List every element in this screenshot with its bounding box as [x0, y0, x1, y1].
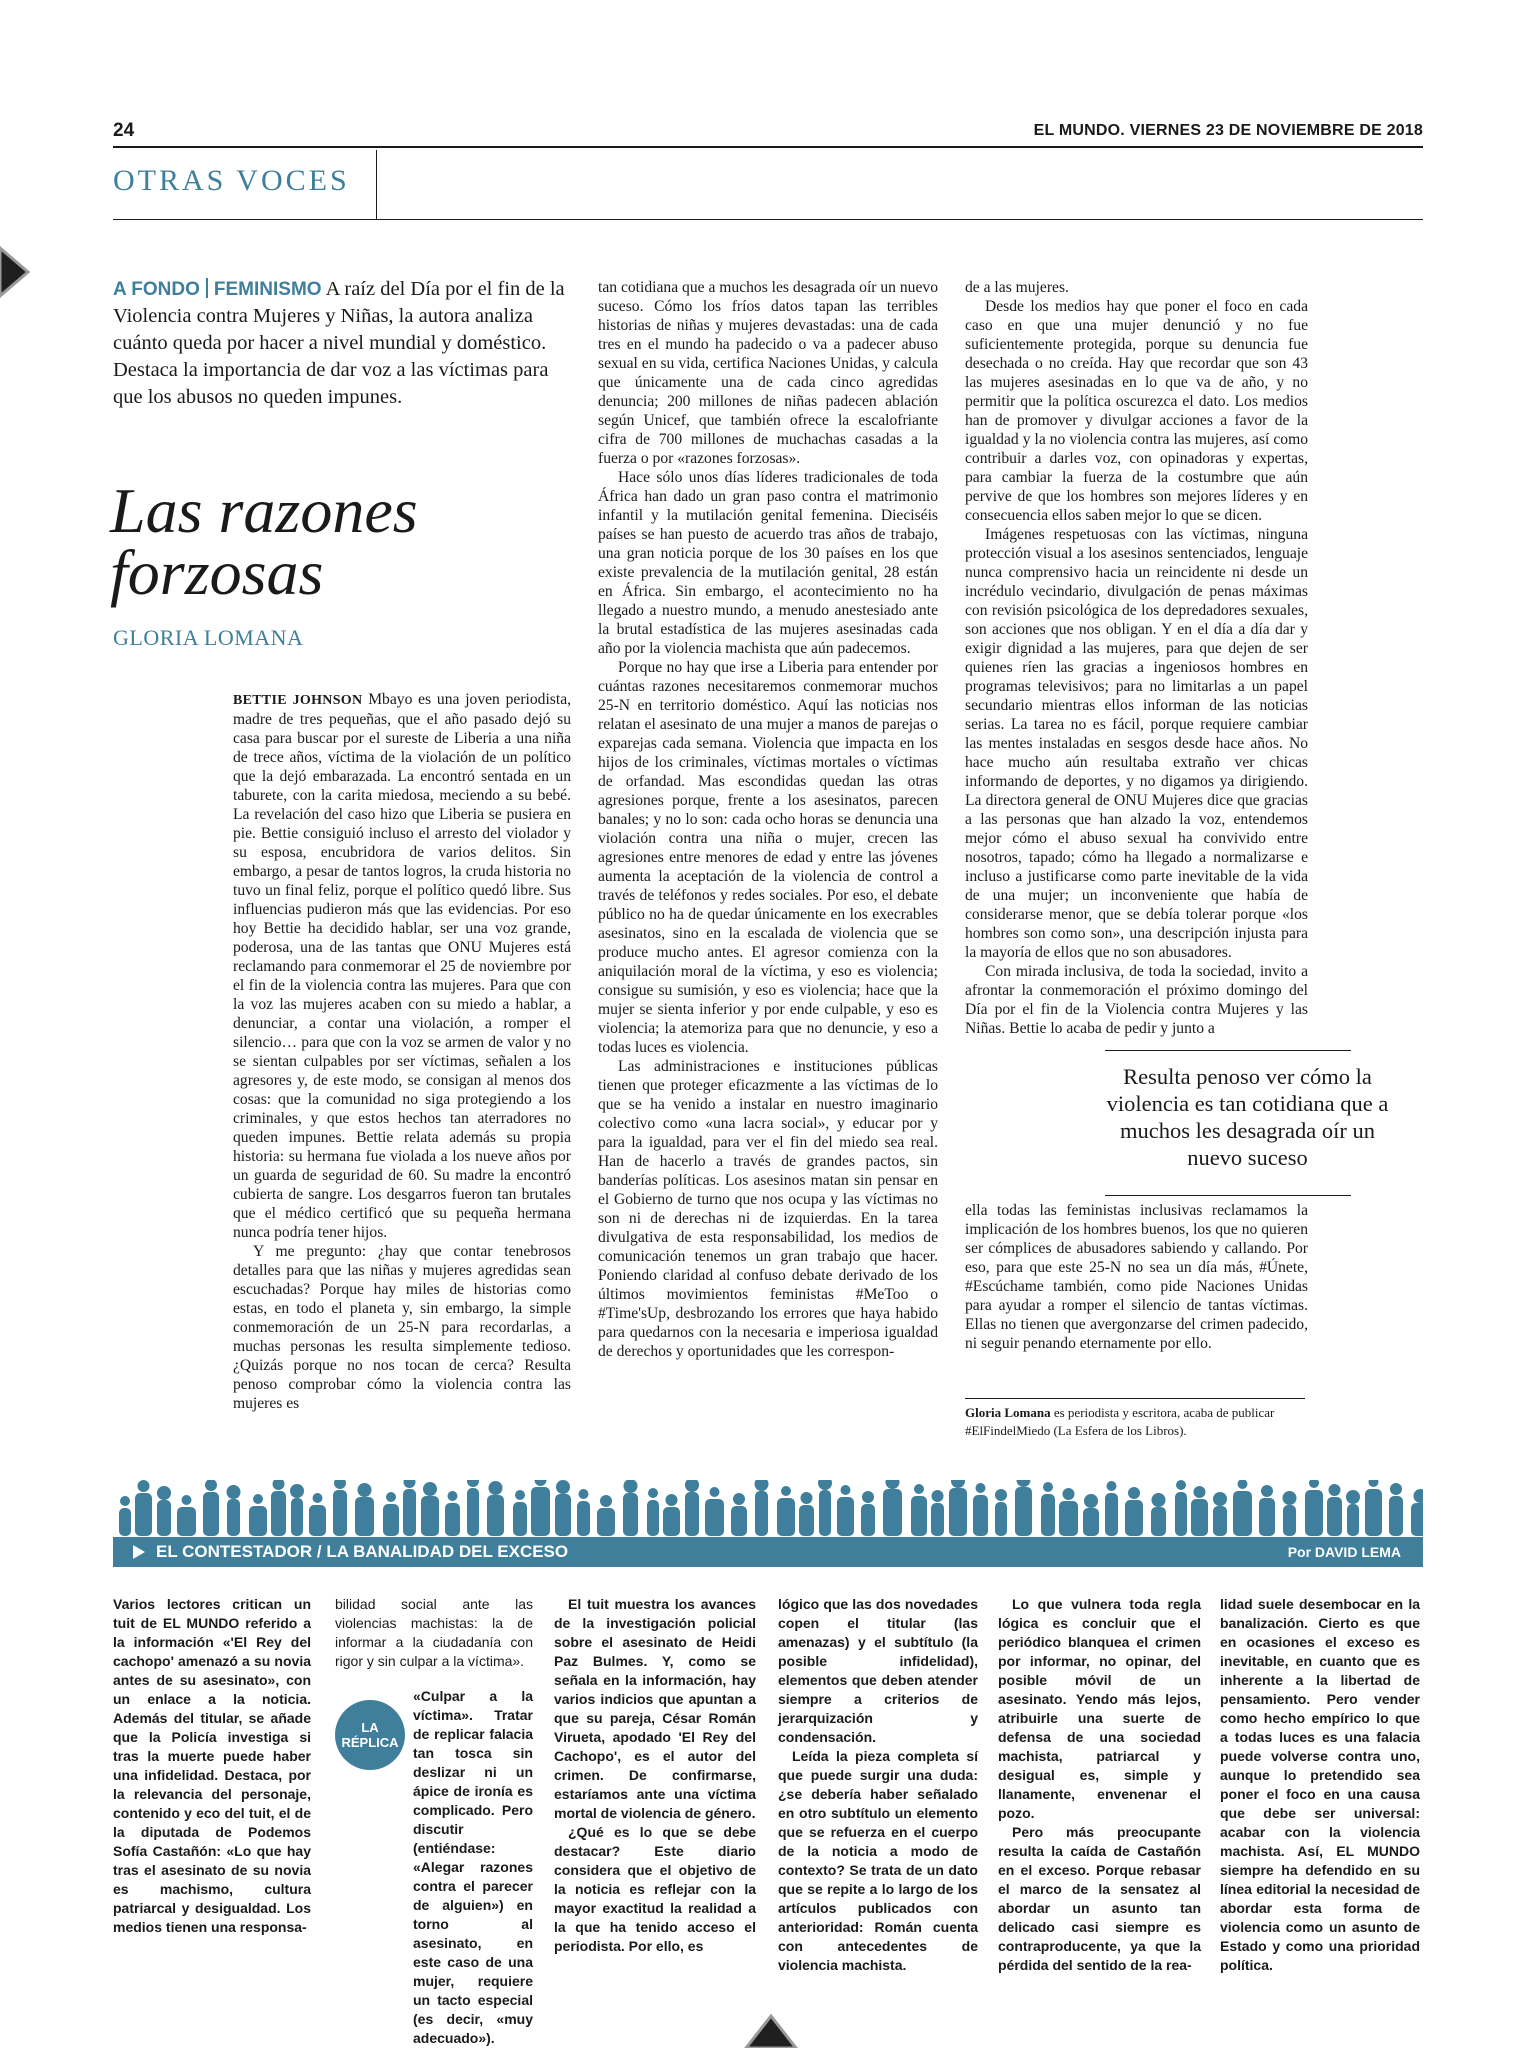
person-silhouette [1213, 1492, 1227, 1536]
section-rule [113, 219, 1423, 220]
dateline: EL MUNDO. VIERNES 23 DE NOVIEMBRE DE 2018 [1033, 122, 1423, 139]
contestador-column-3 [554, 1595, 756, 1956]
article-paragraph: Imágenes respetuosas con las víctimas, ninguna protección visual a los asesinos sentenciados, lenguaje nunca comprensivo hacia un reincidente ni desde un incrédulo vecindario, divulgación de penas máximas con revisión psicológica de los depredadores sexuales, son acciones que nos obligan. Y en el día a día dar y exigir dignidad a las mujeres, para que dejen de ser quienes ríen las gracias a ingeniosos hombres en programas televisivos; para no limitarlas a un papel secundario mientras ellos informan de las noticias serias. La tarea no es fácil, porque requiere cambiar las mentes instaladas en sesgos desde hace años. No hace mucho aún resultaba extraño ver chicas informando de deportes, y no digamos ya dirigiendo. La directora general de ONU Mujeres dice que gracias a las personas que han alzado la voz, entendemos mejor cómo el abuso sexual ha convivido entre nosotros, tapado; cómo ha llegado a normalizarse e incluso a justificarse como parte inevitable de la vida de una mujer; un inconveniente que había de considerarse menor, que se debía tolerar porque «los hombres son como son», una descripción injusta para la mayoría de ellos que no son abusadores. [965, 526, 1308, 961]
article-column-1 [233, 690, 571, 1413]
contestador-paragraph: Lo que vulnera toda regla lógica es concluir que el periódico blanquea el crimen por informar, no opinar, del posible móvil de un asesinato. Yendo más lejos, atribuirle una suerte de defensa de una sociedad machista, patriarcal y desigual es, simple y llanamente, envenenar el pozo. [998, 1596, 1201, 1821]
person-silhouette [663, 1494, 680, 1536]
contestador-paragraph: Varios lectores critican un tuit de EL MUNDO referido a la información «'El Rey del cachopo' amenazó a su novia antes de su asesinato», con un enlace a la noticia. Además del titular, se añade que la Policía investiga si tras la muerte puede haber una infidelidad. Destaca, por la relevancia del personaje, contenido y eco del tuit, el de la diputada de Podemos Sofía Castañón: «Lo que hay tras el asesinato de su novia es machismo, cultura patriarcal y desigualdad. Los medios tienen una responsa- [113, 1596, 311, 1935]
headline-line-1: Las razones [110, 475, 418, 546]
article-column-3-continued [965, 1201, 1308, 1353]
contestador-paragraph: «Culpar a la víctima». Tratar de replicar falacia tan tosca sin deslizar ni un ápice de ironía es complicado. Pero discutir (entiéndase: «Alegar razones contra el parecer de alguien») en torno al asesinato, en este caso de una mujer, requiere un tacto especial (es decir, «muy adecuado»). [413, 1688, 533, 2046]
contestador-column-1 [113, 1595, 311, 1937]
kicker-feminismo: FEMINISMO [213, 279, 322, 300]
section-divider [376, 150, 377, 219]
bio-text: es periodista y escritora, acaba de publicar #ElFindelMiedo (La Esfera de los Libros). [965, 1405, 1275, 1438]
page-number: 24 [113, 120, 135, 141]
contestador-column-5 [998, 1595, 1201, 1975]
article-paragraph: tan cotidiana que a muchos les desagrada oír un nuevo suceso. Cómo los fríos datos tapan las terribles historias de niñas y mujeres devastadas: una de cada tres en el mundo ha padecido o va a padecer abuso sexual en su vida, certifica Naciones Unidas, y calcula que únicamente una de cada cinco agredidas denuncia; 200 millones de niñas padecen ablación según Unicef, que también ofrece la escalofriante cifra de 700 millones de muchachas casadas a la fuerza o por «razones forzosas». [598, 279, 938, 467]
person-silhouette [1105, 1481, 1118, 1536]
replica-wrap [413, 1687, 533, 2048]
person-silhouette [290, 1484, 304, 1536]
article-paragraph: Porque no hay que irse a Liberia para entender por cuántas razones necesitaremos conmemorar muchos 25-N en territorio doméstico. Aquí las noticias nos relatan el asesinato de una mujer a manos de parejas o exparejas cada semana. Violencia que impacta en los hijos de los criminales, víctimas mortales o víctimas de orfandad. Mas escondidas quedan las otras agresiones porque, frente a los asesinatos, parecen banales; y no lo son: cada ocho horas se denuncia una violación contra una niña o mujer, crecen las agresiones entre menores de edad y entre las jóvenes aumenta la aceptación de la violencia de control a través de teléfonos y redes sociales. Por eso, el debate público no ha de quedar únicamente en los execrables asesinatos, sino en la escalada de violencia que se produce mucho antes. El agresor comienza con la aniquilación moral de la víctima, y eso es violencia; consigue su sumisión, y eso es violencia; hace que la mujer se sienta inferior y por ende culpable, y eso es violencia; la atemoriza para que no denuncie, y eso a todas luces es violencia. [598, 659, 938, 1056]
person-silhouette [597, 1495, 615, 1536]
person-silhouette [1015, 1480, 1032, 1536]
article-paragraph: Con mirada inclusiva, de toda la sociedad, invito a afrontar la conmemoración el próximo domingo del Día por el fin de la Violencia contra Mujeres y las Niñas. Bettie lo acaba de pedir y junto a [965, 963, 1308, 1037]
person-silhouette [227, 1485, 241, 1536]
pullquote-rule-bottom [1105, 1195, 1351, 1196]
person-silhouette [1191, 1486, 1208, 1536]
play-triangle-icon [133, 1545, 145, 1559]
person-silhouette [555, 1480, 571, 1536]
contestador-paragraph: lidad suele desembocar en la banalización. Cierto es que en ocasiones el exceso es inevitable, en cuanto que es inherente a la libertad de pensamiento. Pero vender como hecho empírico lo que a todas luces es una falacia puede volverse contra uno, aunque lo pretendido sea poner el foco en una causa que debe ser universal: acabar con la violencia machista. Así, EL MUNDO siempre ha defendido en su línea editorial la necesidad de abordar esta forma de violencia como un asunto de Estado y como una prioridad política. [1220, 1596, 1420, 1973]
article-paragraph: Las administraciones e instituciones públicas tienen que proteger eficazmente a las víctimas de lo que se ha venido a instalar en nuestro imaginario colectivo como «una lacra social», y educar por y para la igualdad, para ver el fin del miedo sea real. Han de hacerlo a través de grandes pactos, sin banderías políticas. Los asesinos matan sin pensar en el Gobierno de turno que nos ocupa y las víctimas no son ni de derechas ni de izquierdas. En la tarea divulgativa de esta responsabilidad, los medios de comunicación tenemos un gran trabajo que hacer. Poniendo claridad al confuso debate derivado de los últimos movimientos feministas #MeToo o #Time'sUp, desbrozando los errores que haya habido para quedarnos con la necesaria e imperiosa igualdad de derechos y oportunidades que les correspon- [598, 1058, 938, 1360]
person-silhouette [177, 1495, 196, 1536]
person-silhouette [119, 1496, 131, 1536]
person-silhouette [403, 1480, 416, 1536]
person-silhouette [911, 1484, 927, 1536]
contestador-author: Por DAVID LEMA [1287, 1544, 1401, 1560]
person-silhouette [1389, 1483, 1403, 1536]
person-silhouette [647, 1488, 659, 1536]
pullquote: Resulta penoso ver cómo la violencia es tan cotidiana que a muchos les desagrada oír un nuevo suceso [1106, 1064, 1389, 1170]
crowd-silhouette-banner [113, 1480, 1423, 1536]
person-silhouette [883, 1480, 902, 1536]
person-silhouette [333, 1480, 347, 1536]
person-silhouette [1083, 1494, 1099, 1536]
contestador-banner [113, 1537, 1423, 1567]
contestador-paragraph: lógico que las dos novedades copen el titular (las amenazas) y el subtítulo (la posible infidelidad), elementos que deben atender siempre a criterios de jerarquización y condensación. [778, 1596, 978, 1745]
author-bio [965, 1404, 1308, 1440]
person-silhouette [818, 1480, 832, 1536]
contestador-paragraph: ¿Qué es lo que se debe destacar? Este diario considera que el objetivo de la noticia es reflejar con la mayor exactitud la realidad a la que ha tenido acceso el periodista. Por ello, es [554, 1824, 756, 1954]
person-silhouette [531, 1480, 550, 1536]
byline: GLORIA LOMANA [113, 625, 304, 650]
lead-text: A raíz del Día por el fin de la Violencia contra Mujeres y Niñas, la autora analiza cuánto queda por hacer a nivel mundial y doméstico. Destaca la importancia de dar voz a las víctimas para que los abusos no queden impunes. [113, 278, 565, 408]
person-silhouette [1259, 1485, 1275, 1536]
replica-label-2: RÉPLICA [341, 1735, 399, 1750]
person-silhouette [355, 1483, 374, 1536]
person-silhouette [249, 1494, 267, 1536]
contestador-paragraph: bilidad social ante las violencias machistas: la de informar a la ciudadanía con rigor y sin culpar a la víctima». [335, 1596, 533, 1669]
article-paragraph: Y me pregunto: ¿hay que contar tenebrosos detalles para que las niñas y mujeres agredidas sean escuchadas? Porque hay miles de historias como estas, en todo el planeta y, sin embargo, la simple conmemoración de un 25-N para recordarlas, a muchas personas les resulta simplemente tedioso. ¿Quizás porque no nos tocan de cerca? Resulta penoso comprobar cómo la violencia contra las mujeres es [233, 1243, 571, 1412]
kicker-a-fondo: A FONDO [113, 279, 200, 300]
person-silhouette [995, 1489, 1007, 1536]
lead-paragraph [113, 276, 568, 411]
person-silhouette [1411, 1489, 1423, 1536]
person-silhouette [421, 1482, 439, 1536]
contestador-paragraph: Leída la pieza completa sí que puede surgir una duda: ¿se debería haber señalado en otro subtítulo un elemento que se refuerza en el cuerpo de la noticia a modo de contexto? Se trata de un dato que se repite a lo largo de los artículos publicados con anterioridad: Román cuenta con antecedentes de violencia machista. [778, 1748, 978, 1973]
article-paragraph: Desde los medios hay que poner el foco en cada caso en que una mujer denunció y no fue suficientemente protegida, porque su denuncia fue desechada o no creída. Hay que recordar que son 43 las mujeres asesinadas en lo que va de año, y no permitir que la política oscurezca el dato. Los medios han de promover y divulgar acciones a favor de la igualdad y la no violencia contra las mujeres, así como contribuir a darles voz, con opinadoras y expertas, para cambiar la fuerza de la costumbre que aún pervive de que los hombres son mejores líderes y en consecuencia ellos saben mejor lo que se dicen. [965, 298, 1308, 524]
person-silhouette [1327, 1484, 1342, 1536]
person-silhouette [931, 1490, 944, 1536]
person-silhouette [1151, 1493, 1166, 1536]
person-silhouette [445, 1491, 460, 1536]
person-silhouette [513, 1490, 527, 1536]
person-silhouette [487, 1481, 504, 1536]
person-silhouette [1305, 1480, 1323, 1536]
person-silhouette [973, 1483, 988, 1536]
contestador-column-4 [778, 1595, 978, 1975]
contestador-paragraph: Pero más preocupante resulta la caída de Castañón en el exceso. Porque rebasar el marco de la sensatez al abordar un asunto tan delicado casi siempre es contraproducente, ya que la pérdida del sentido de la rea- [998, 1824, 1201, 1973]
lead-name: BETTIE JOHNSON [233, 693, 363, 708]
section-title: OTRAS VOCES [113, 164, 350, 197]
person-silhouette [731, 1493, 747, 1536]
person-silhouette [309, 1493, 326, 1536]
replica-label-1: LA [361, 1720, 379, 1735]
person-silhouette [705, 1487, 724, 1536]
person-silhouette [1283, 1491, 1297, 1536]
person-silhouette [467, 1480, 479, 1536]
person-silhouette [1125, 1487, 1143, 1536]
contestador-column-2 [335, 1595, 533, 2048]
article-paragraph: ella todas las feministas inclusivas reclamamos la implicación de los hombres buenos, los que no quieren ser cómplices de abusadores sabiendo y callando. Por eso, para que este 25-N no sea un día más, #Únete, #Escúchame también, como pide Naciones Unidas para ayudar a romper el silencio de tantas víctimas. Ellas no tienen que avergonzarse del crimen padecido, ni seguir penando eternamente por ello. [965, 1202, 1308, 1352]
up-arrow-icon[interactable] [742, 2010, 800, 2048]
person-silhouette [1365, 1480, 1382, 1536]
person-silhouette [1175, 1480, 1187, 1536]
article-paragraph: Hace sólo unos días líderes tradicionales de toda África han dado un gran paso contra el matrimonio infantil y la mutilación genital femenina. Dieciséis países se han puesto de acuerdo tras años de trabajo, una gran noticia porque de los 30 países en los que existe prevalencia de la mutilación genital, 28 están en África. Sin embargo, el acontecimiento no ha llegado a nuestro mundo, a menudo anestesiado ante la brutal estadística de las mujeres asesinadas cada año por la violencia machista que aún padecemos. [598, 469, 938, 657]
bio-name: Gloria Lomana [965, 1405, 1051, 1420]
article-column-3 [965, 278, 1308, 1038]
person-silhouette [1233, 1480, 1252, 1536]
person-silhouette [685, 1480, 699, 1536]
bio-rule [965, 1398, 1305, 1399]
person-silhouette [755, 1480, 769, 1536]
headline-line-2: forzosas [110, 537, 324, 608]
person-silhouette [623, 1480, 638, 1536]
person-silhouette [1059, 1488, 1078, 1536]
person-silhouette [135, 1480, 152, 1536]
person-silhouette [577, 1489, 590, 1536]
article-column-2 [598, 278, 938, 1361]
left-arrow-icon[interactable] [0, 244, 30, 300]
contestador-title: EL CONTESTADOR / LA BANALIDAD DEL EXCESO [156, 1542, 569, 1561]
paragraph-text: Mbayo es una joven periodista, madre de tres pequeñas, que el año pasado dejó su casa para buscar por el sureste de Liberia a una niña de trece años, víctima de la violación de un político que la dejó embarazada. La encontró sentada en un taburete, con la carita miedosa, meciendo a su bebé. La revelación del caso hizo que Liberia se pusiera en pie. Bettie consiguió incluso el arresto del violador y su esposa, encubridora de varios delitos. Sin embargo, a pesar de tantos logros, la cruda historia no tuvo un final feliz, porque el político quedó libre. Sus influencias pudieron más que las evidencias. Por eso hoy Bettie ha decidido hablar, ser una voz grande, poderosa, una de las tantas que ONU Mujeres está reclamando para conmemorar el 25 de noviembre por el fin de la violencia contra las mujeres. Para que con la voz las mujeres acaben con su miedo a hablar, a denunciar, a contar una violación, a romper el silencio… para que con la voz se armen de valor y no se sientan culpables por ser víctimas, señalen a los agresores y, de este modo, se consigan al menos dos cosas: que la comunidad no siga protegiendo a los criminales, y que estos hechos tan aterradores no queden impunes. Bettie relata además su propia historia: su hermana fue violada a los nueve años por un guarda de seguridad de 60. Su madre la encontró cubierta de sangre. Los desgarros fueron tan brutales que el médico certificó que su pequeña hermana nunca podría tener hijos. [233, 691, 572, 1241]
headline [110, 475, 418, 608]
contestador-paragraph: El tuit muestra los avances de la investigación policial sobre el asesinato de Heidi Paz Bulmes. Y, como se señala en la información, hay varios indicios que apuntan a que su pareja, César Román Virueta, apodado 'El Rey del Cachopo', es el autor del crimen. De confirmarse, estaríamos ante una víctima mortal de violencia de género. [554, 1596, 756, 1821]
person-silhouette [1346, 1490, 1360, 1536]
contestador-column-6 [1220, 1595, 1420, 1975]
person-silhouette [949, 1480, 967, 1536]
kicker-divider [206, 278, 208, 298]
article-paragraph: de a las mujeres. [965, 279, 1069, 296]
person-silhouette [383, 1492, 399, 1536]
person-silhouette [837, 1485, 854, 1536]
person-silhouette [203, 1480, 219, 1536]
top-rule [113, 146, 1423, 148]
person-silhouette [271, 1480, 286, 1536]
person-silhouette [157, 1486, 171, 1536]
article-paragraph [233, 690, 571, 1242]
person-silhouette [799, 1492, 814, 1536]
person-silhouette [1041, 1482, 1055, 1536]
replica-badge [335, 1700, 405, 1770]
person-silhouette [861, 1491, 875, 1536]
pullquote-rule-top [1105, 1050, 1351, 1051]
person-silhouette [777, 1486, 795, 1536]
